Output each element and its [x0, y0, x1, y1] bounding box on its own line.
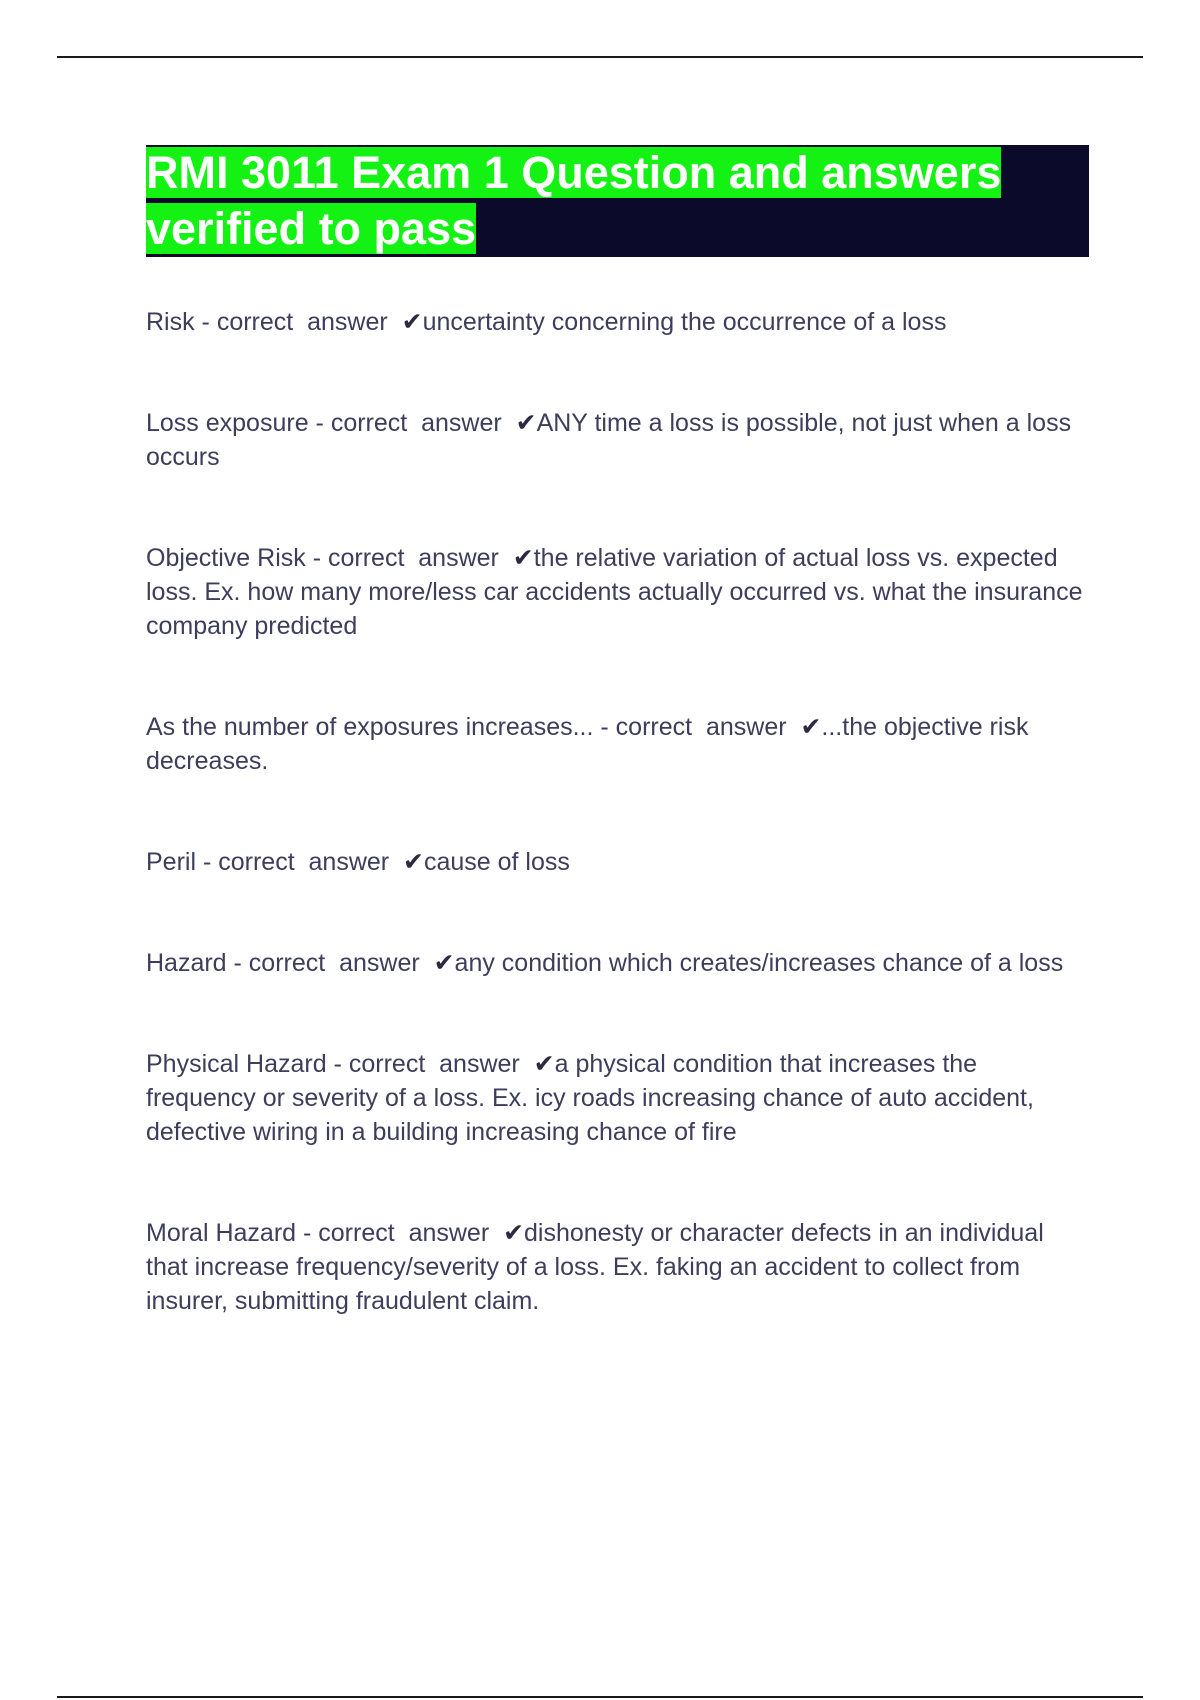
qa-separator: - correct answer [326, 1050, 534, 1078]
header-rule [57, 56, 1143, 58]
check-icon: ✔ [403, 848, 424, 876]
qa-separator: - correct answer [296, 1219, 504, 1247]
qa-term: Risk [146, 308, 195, 336]
qa-definition: dishonesty or character defects in an individual that increase frequency/severity of a loss. Ex. faking an accident to collect from insurer, submitting fraudulent claim. [146, 1219, 1051, 1315]
check-icon: ✔ [401, 308, 423, 336]
qa-definition: the relative variation of actual loss vs. expected loss. Ex. how many more/less car accidents actually occurred vs. what the insurance company predicted [146, 544, 1090, 640]
qa-entry [146, 1047, 1091, 1149]
check-icon: ✔ [533, 1050, 555, 1078]
document-title [146, 145, 1089, 257]
check-icon: ✔ [503, 1219, 525, 1247]
qa-term: Physical Hazard [146, 1050, 327, 1078]
qa-separator: - correct answer [305, 544, 513, 572]
qa-term: Loss exposure [146, 409, 309, 437]
qa-definition: cause of loss [423, 848, 570, 876]
qa-term: Peril [146, 848, 197, 876]
qa-term: As the number of exposures increases... [146, 713, 594, 741]
check-icon: ✔ [800, 713, 822, 741]
qa-term: Objective Risk [146, 544, 306, 572]
qa-separator: - correct answer [226, 949, 434, 977]
qa-separator: - correct answer [196, 848, 404, 876]
check-icon: ✔ [433, 949, 455, 977]
check-icon: ✔ [512, 544, 534, 572]
title-box [146, 145, 1089, 257]
qa-definition: a physical condition that increases the frequency or severity of a loss. Ex. icy roads increasing chance of auto accident, defective wiring in a building increasing chance of fire [146, 1050, 1041, 1146]
qa-entry [146, 305, 1091, 339]
qa-list [146, 305, 1091, 1318]
qa-separator: - correct answer [194, 308, 402, 336]
qa-term: Moral Hazard [146, 1219, 297, 1247]
qa-entry [146, 1216, 1091, 1318]
check-icon: ✔ [515, 409, 537, 437]
qa-definition: ...the objective risk decreases. [146, 713, 1036, 775]
qa-entry [146, 541, 1091, 643]
qa-entry [146, 406, 1091, 474]
document-title-text: RMI 3011 Exam 1 Question and answers verified to pass [146, 147, 1002, 254]
qa-definition: ANY time a loss is possible, not just when a loss occurs [146, 409, 1079, 471]
qa-definition: uncertainty concerning the occurrence of a loss [422, 308, 947, 336]
qa-entry [146, 710, 1091, 778]
qa-definition: any condition which creates/increases chance of a loss [454, 949, 1064, 977]
qa-separator: - correct answer [308, 409, 516, 437]
qa-separator: - correct answer [593, 713, 801, 741]
qa-entry [146, 845, 1091, 879]
qa-entry [146, 946, 1091, 980]
footer-rule [57, 1696, 1143, 1698]
qa-term: Hazard [146, 949, 227, 977]
